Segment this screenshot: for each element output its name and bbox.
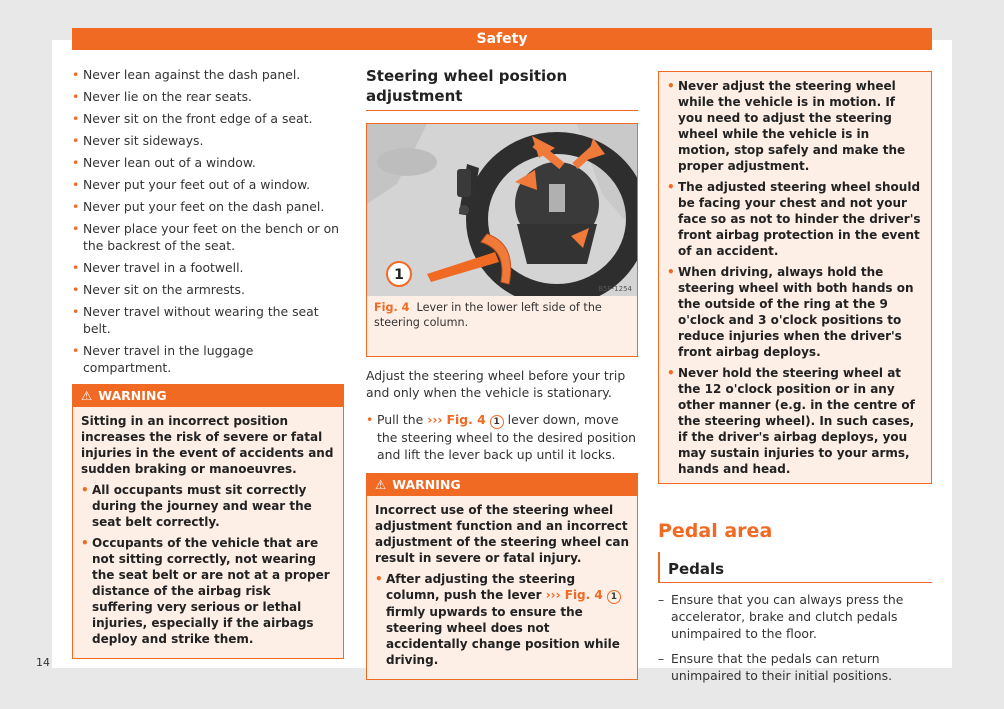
- warning-item-post: firmly upwards to ensure the steering wheel does not accidentally change position while driving.: [386, 605, 620, 667]
- step-text-pre: Pull the: [377, 412, 424, 427]
- column-1: [72, 66, 344, 659]
- list-item: • Never lean out of a window.: [72, 154, 344, 171]
- step-text-post: lever down, move the steering wheel to the desired position and lift the lever back up until it locks.: [377, 412, 637, 462]
- warning-header: [73, 385, 343, 407]
- list-item: • Never put your feet on the dash panel.: [72, 198, 344, 215]
- warning-item: [375, 571, 629, 668]
- warning-continuation-box: [658, 71, 932, 484]
- column-2: [366, 66, 638, 680]
- warning-header: [367, 474, 637, 496]
- section-title: Pedal area: [658, 520, 773, 542]
- page-header: Safety: [72, 28, 932, 50]
- callout-number: 1: [490, 415, 504, 429]
- list-item: • Never travel in a footwell.: [72, 259, 344, 276]
- steering-wheel-drawing: [367, 124, 637, 296]
- warning-item: • Occupants of the vehicle that are not sitting correctly, not wearing the seat belt or are not at a proper distance of the airbag risk suffering very serious or lethal injuries, especially if the airbags deploy and strike them.: [81, 535, 335, 647]
- list-item: – Ensure that the pedals can return unimpaired to their initial positions.: [658, 650, 932, 684]
- warning-item: • The adjusted steering wheel should be facing your chest and not your face so as not to hinder the driver's front airbag protection in the event of an accident.: [667, 179, 923, 259]
- list-item: • Never place your feet on the bench or on the backrest of the seat.: [72, 220, 344, 254]
- figure-reference-link[interactable]: Fig. 4: [446, 412, 486, 427]
- warning-item: • Never adjust the steering wheel while the vehicle is in motion. If you need to adjust the steering wheel while the vehicle is in motion, stop safely and make the proper adjustment.: [667, 78, 923, 174]
- figure-caption-text: Lever in the lower left side of the steering column.: [374, 301, 602, 329]
- callout-number: 1: [607, 590, 621, 604]
- subheading: Pedals: [658, 552, 932, 583]
- cross-reference-arrows: ›››: [427, 412, 443, 427]
- figure-caption-label: Fig. 4: [374, 301, 410, 314]
- list-item: • Never lie on the rear seats.: [72, 88, 344, 105]
- list-item: • Never travel without wearing the seat belt.: [72, 303, 344, 337]
- warning-triangle-icon: ⚠: [375, 477, 387, 492]
- warning-box: [72, 384, 344, 659]
- warning-box: [366, 473, 638, 680]
- warning-intro: Sitting in an incorrect position increases the risk of severe or fatal injuries in the event of accidents and sudden braking or manoeuvres.: [81, 414, 334, 476]
- warning-label: WARNING: [392, 477, 461, 492]
- page-number: 14: [36, 656, 50, 669]
- list-item: • Never sit sideways.: [72, 132, 344, 149]
- figure-4: [366, 123, 638, 357]
- warning-item-pre: After adjusting the steering column, push the lever: [386, 572, 576, 602]
- cross-reference-arrows: ›››: [545, 588, 561, 602]
- steering-wheel-illustration: [367, 124, 637, 296]
- column-3: [658, 66, 932, 684]
- section-heading: Steering wheel position adjustment: [366, 66, 638, 111]
- list-item: • Never put your feet out of a window.: [72, 176, 344, 193]
- paragraph: Adjust the steering wheel before your trip and only when the vehicle is stationary.: [366, 368, 626, 400]
- list-item: • Never lean against the dash panel.: [72, 66, 344, 83]
- warning-intro: Incorrect use of the steering wheel adjustment function and an incorrect adjustment of the steering wheel can result in severe or fatal injury.: [375, 503, 630, 565]
- figure-code: B5F-1254: [598, 285, 632, 293]
- figure-callout-1: 1: [394, 267, 404, 283]
- warning-item: • When driving, always hold the steering wheel with both hands on the outside of the ring at the 9 o'clock and 3 o'clock positions to reduce injuries when the driver's front airbag deploys.: [667, 264, 923, 360]
- list-item: • Never sit on the front edge of a seat.: [72, 110, 344, 127]
- warning-item: • All occupants must sit correctly during the journey and wear the seat belt correctly.: [81, 482, 335, 530]
- figure-reference-link[interactable]: Fig. 4: [564, 588, 603, 602]
- list-item: • Never sit on the armrests.: [72, 281, 344, 298]
- list-item: – Ensure that you can always press the accelerator, brake and clutch pedals unimpaired to the floor.: [658, 591, 932, 642]
- figure-caption: [374, 300, 632, 330]
- instruction-step: [366, 411, 638, 463]
- warning-item: • Never hold the steering wheel at the 12 o'clock position or in any other manner (e.g. in the centre of the steering wheel). In such cases, if the driver's airbag deploys, you may sustain injuries to your arms, hands and head.: [667, 365, 923, 477]
- list-item: • Never travel in the luggage compartment.: [72, 342, 344, 376]
- warning-triangle-icon: ⚠: [81, 388, 93, 403]
- warning-label: WARNING: [98, 388, 167, 403]
